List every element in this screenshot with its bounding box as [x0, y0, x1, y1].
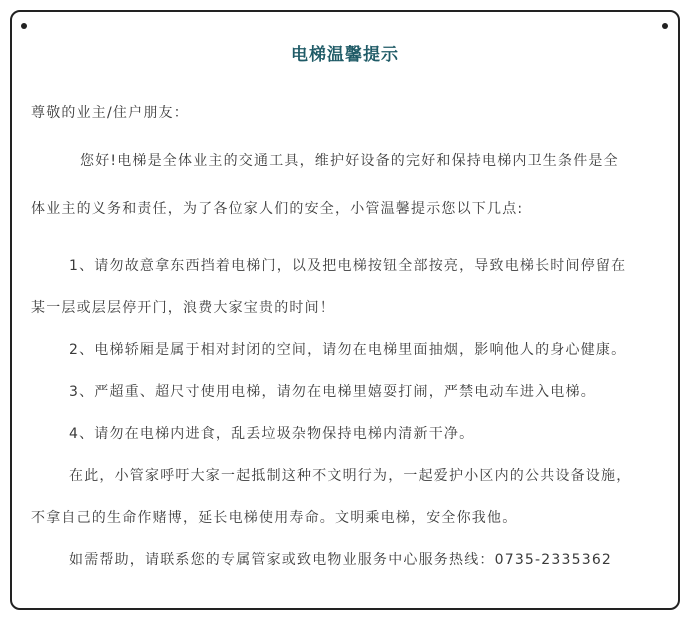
item-1-line-1: 1、请勿故意拿东西挡着电梯门，以及把电梯按钮全部按亮，导致电梯长时间停留在: [69, 258, 627, 274]
notice-title: 电梯温馨提示: [291, 45, 399, 65]
item-3-text: 3、严超重、超尺寸使用电梯，请勿在电梯里嬉耍打闹，严禁电动车进入电梯。: [69, 384, 596, 400]
item-2-text: 2、电梯轿厢是属于相对封闭的空间，请勿在电梯里面抽烟，影响他人的身心健康。: [69, 342, 627, 358]
corner-dot-left: [21, 23, 27, 29]
item-4-text: 4、请勿在电梯内进食，乱丢垃圾杂物保持电梯内清新干净。: [69, 426, 475, 442]
intro-line-1: 您好!电梯是全体业主的交通工具，维护好设备的完好和保持电梯内卫生条件是全: [80, 153, 619, 169]
help-hotline-text: 如需帮助，请联系您的专属管家或致电物业服务中心服务热线：0735-2335362: [69, 552, 613, 568]
notice-frame: [10, 10, 680, 610]
greeting-text: 尊敬的业主/住户朋友：: [31, 105, 189, 121]
closing-line-1: 在此，小管家呼吁大家一起抵制这种不文明行为，一起爱护小区内的公共设备设施，: [69, 468, 632, 484]
item-1-line-2: 某一层或层层停开门，浪费大家宝贵的时间！: [31, 300, 335, 316]
corner-dot-right: [662, 23, 668, 29]
closing-line-2: 不拿自己的生命作赌博，延长电梯使用寿命。文明乘电梯，安全你我他。: [31, 510, 518, 526]
intro-line-2: 体业主的义务和责任，为了各位家人们的安全，小管温馨提示您以下几点:: [31, 201, 524, 217]
